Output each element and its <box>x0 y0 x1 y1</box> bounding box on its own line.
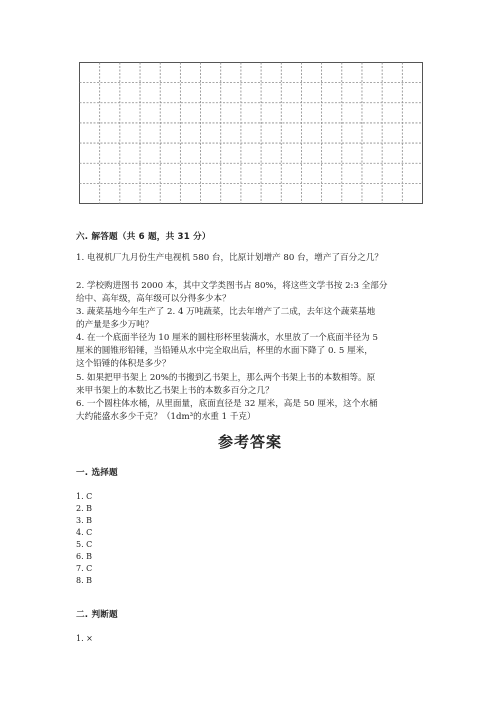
answers-part2-heading: 二. 判断题 <box>76 610 118 620</box>
answer-item: 5. C <box>76 540 93 549</box>
answer-item: 1. C <box>76 492 93 501</box>
question-line: 3. 蔬菜基地今年生产了 2. 4 万吨蔬菜，比去年增产了二成，去年这个蔬菜基地 <box>76 307 376 317</box>
answer-item: 8. B <box>76 576 93 585</box>
question-line: 的产量是多少万吨？ <box>76 320 154 330</box>
question-line: 1. 电视机厂九月份生产电视机 580 台，比原计划增产 80 台，增产了百分之几？ <box>76 253 384 263</box>
question-2 <box>76 280 426 306</box>
question-6 <box>76 398 426 424</box>
question-line: 给中、高年级，高年级可以分得多少本？ <box>76 294 231 304</box>
answer-item: 6. B <box>76 552 93 561</box>
answer-item: 4. C <box>76 528 93 537</box>
question-line: 大约能盛水多少千克？（1dm³的水重 1 千克） <box>76 412 256 422</box>
answers-title: 参考答案 <box>217 433 282 451</box>
answers-part1-heading: 一. 选择题 <box>76 468 118 478</box>
question-line: 2. 学校购进图书 2000 本，其中文学类图书占 80%，将这些文学书按 2:3 全部分 <box>76 281 388 291</box>
question-3 <box>76 306 426 332</box>
answer-grid <box>79 62 423 204</box>
question-4 <box>76 332 426 371</box>
question-5 <box>76 372 426 398</box>
question-line: 这个铅锤的体积是多少？ <box>76 359 171 369</box>
question-line: 5. 如果把甲书架上 20%的书搬到乙书架上，那么两个书架上书的本数相等。原 <box>76 373 376 383</box>
question-line: 4. 在一个底面半径为 10 厘米的圆柱形杯里装满水，水里放了一个底面半径为 5 <box>76 333 378 343</box>
answers-part2-list <box>76 633 93 645</box>
answer-item: 2. B <box>76 504 93 513</box>
question-line: 厘米的圆锥形铅锤，当铅锤从水中完全取出后，杯里的水面下降了 0. 5 厘米， <box>76 346 373 356</box>
answer-item: 1. × <box>76 634 93 643</box>
answer-item: 7. C <box>76 564 93 573</box>
answer-item: 3. B <box>76 516 93 525</box>
question-line: 6. 一个圆柱体水桶，从里面量，底面直径是 32 厘米，高是 50 厘米，这个水桶 <box>76 399 378 409</box>
answers-part1-list <box>76 491 92 587</box>
question-line: 来甲书架上的本数比乙书架上书的本数多百分之几？ <box>76 386 274 396</box>
section-heading: 六. 解答题（共 6 题，共 31 分） <box>76 232 211 242</box>
question-1 <box>76 252 426 265</box>
